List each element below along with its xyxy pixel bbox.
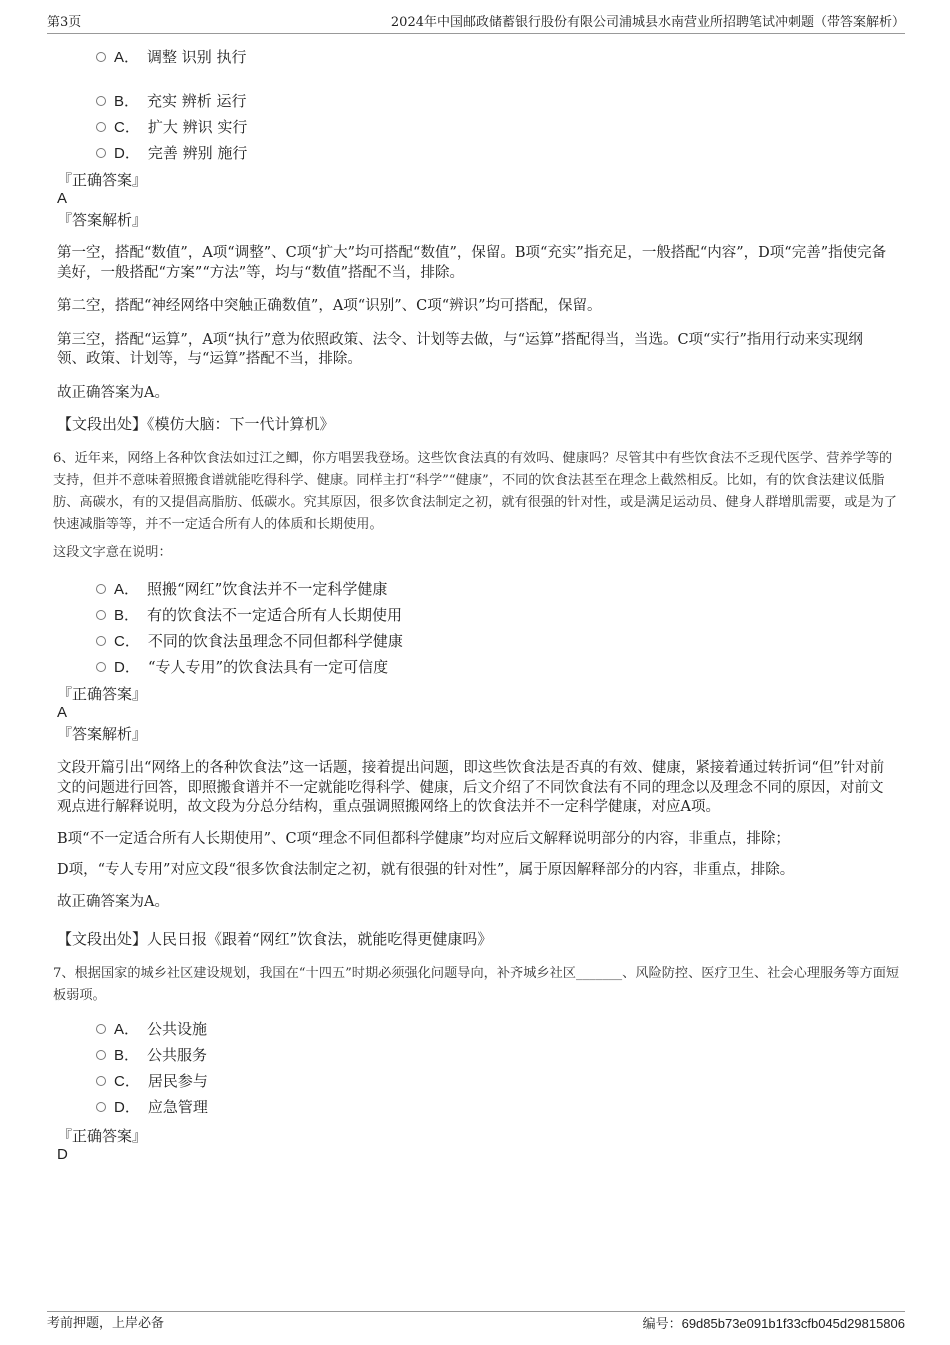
radio-icon[interactable] bbox=[96, 636, 106, 646]
analysis-paragraph: B项“不一定适合所有人长期使用”、C项“理念不同但都科学健康”均对应后文解释说明部分的内容，非重点，排除； bbox=[57, 830, 790, 847]
q6-answer-section bbox=[57, 684, 887, 744]
radio-icon[interactable] bbox=[96, 52, 106, 62]
q5-options-rest bbox=[96, 88, 247, 166]
document-code bbox=[643, 1315, 905, 1334]
q5-analysis bbox=[57, 244, 887, 403]
answer-label: 『正确答案』 bbox=[57, 685, 148, 703]
q7-options bbox=[96, 1016, 208, 1120]
answer-label: 『正确答案』 bbox=[57, 171, 148, 189]
radio-icon[interactable] bbox=[96, 148, 106, 158]
radio-icon[interactable] bbox=[96, 122, 106, 132]
radio-icon[interactable] bbox=[96, 662, 106, 672]
q6-option-a[interactable]: A． 照搬“网红”饮食法并不一定科学健康 bbox=[96, 576, 403, 602]
q7-option-b[interactable]: B． 公共服务 bbox=[96, 1042, 208, 1068]
q7-option-c[interactable]: C． 居民参与 bbox=[96, 1068, 208, 1094]
q6-source: 【文段出处】人民日报《跟着“网红”饮食法，就能吃得更健康吗》 bbox=[57, 930, 493, 948]
analysis-paragraph: 第三空，搭配“运算”，A项“执行”意为依照政策、法令、计划等去做，与“运算”搭配得当，当选。C项“实行”指用行动来实现纲领、政策、计划等，与“运算”搭配不当，排除。 bbox=[57, 331, 863, 367]
q7-option-a[interactable]: A． 公共设施 bbox=[96, 1016, 208, 1042]
question-text: 7、根据国家的城乡社区建设规划，我国在“十四五”时期必须强化问题导向，补齐城乡社区_______、风险防控、医疗卫生、社会心理服务等方面短板弱项。 bbox=[53, 966, 900, 1003]
code-label: 编号： bbox=[642, 1317, 682, 1332]
page-number: 第3页 bbox=[47, 15, 82, 30]
q5-source: 【文段出处】《模仿大脑：下一代计算机》 bbox=[57, 415, 335, 433]
page-footer bbox=[47, 1311, 905, 1336]
analysis-label: 『答案解析』 bbox=[57, 211, 148, 229]
radio-icon[interactable] bbox=[96, 96, 106, 106]
code-value: 69d85b73e091b1f33cfb045d29815806 bbox=[681, 1316, 905, 1331]
q6-options bbox=[96, 576, 403, 680]
analysis-paragraph: 故正确答案为A。 bbox=[57, 893, 169, 910]
document-title: 2024年中国邮政储蓄银行股份有限公司浦城县水南营业所招聘笔试冲刺题（带答案解析） bbox=[390, 15, 905, 30]
q5-option-c[interactable]: C． 扩大 辨识 实行 bbox=[96, 114, 247, 140]
radio-icon[interactable] bbox=[96, 610, 106, 620]
q5-option-a[interactable]: A． 调整 识别 执行 bbox=[96, 44, 247, 70]
page-header bbox=[47, 15, 905, 34]
radio-icon[interactable] bbox=[96, 1024, 106, 1034]
q6-option-c[interactable]: C． 不同的饮食法虽理念不同但都科学健康 bbox=[96, 628, 403, 654]
q7-answer-section bbox=[57, 1126, 887, 1164]
analysis-label: 『答案解析』 bbox=[57, 725, 148, 743]
question-text: 6、近年来，网络上各种饮食法如过江之鲫，你方唱罢我登场。这些饮食法真的有效吗、健康吗？尽管其中有些饮食法不乏现代医学、营养学等的支持，但并不意味着照搬食谱就能吃得科学、健康。同样主打“科学”“健康”，不同的饮食法甚至在理念上截然相反。比如，有的饮食法建议低脂肪、高碳水，有的又提倡高脂肪、低碳水。究其原因，很多饮食法制定之初，就有很强的针对性，或是满足运动员、健身人群增肌需要，或是为了快速减脂等等，并不一定适合所有人的体质和长期使用。 bbox=[53, 451, 897, 532]
q6-stem bbox=[53, 448, 901, 536]
q5-options bbox=[96, 44, 247, 70]
answer-label: 『正确答案』 bbox=[57, 1127, 148, 1145]
analysis-paragraph: D项，“专人专用”对应文段“很多饮食法制定之初，就有很强的针对性”，属于原因解释部分的内容，非重点，排除。 bbox=[57, 862, 795, 878]
q5-option-d[interactable]: D． 完善 辨别 施行 bbox=[96, 140, 247, 166]
radio-icon[interactable] bbox=[96, 1102, 106, 1112]
q5-option-b[interactable]: B． 充实 辨析 运行 bbox=[96, 88, 247, 114]
q5-answer-section bbox=[57, 170, 887, 230]
analysis-paragraph: 第二空，搭配“神经网络中突触正确数值”，A项“识别”、C项“辨识”均可搭配，保留。 bbox=[57, 298, 602, 314]
footer-slogan: 考前押题，上岸必备 bbox=[47, 1316, 165, 1331]
answer-value: A bbox=[57, 190, 68, 207]
radio-icon[interactable] bbox=[96, 584, 106, 594]
analysis-paragraph: 故正确答案为A。 bbox=[57, 384, 169, 401]
q6-option-b[interactable]: B． 有的饮食法不一定适合所有人长期使用 bbox=[96, 602, 403, 628]
answer-value: A bbox=[57, 704, 68, 721]
q6-prompt bbox=[53, 542, 901, 564]
answer-value: D bbox=[57, 1146, 68, 1163]
q7-stem bbox=[53, 963, 901, 1007]
question-prompt: 这段文字意在说明： bbox=[53, 545, 172, 560]
q6-analysis bbox=[57, 759, 887, 912]
analysis-paragraph: 文段开篇引出“网络上的各种饮食法”这一话题，接着提出问题，即这些饮食法是否真的有效、健康，紧接着通过转折词“但”针对前文的问题进行回答，即照搬食谱并不一定就能吃得科学、健康，后文介绍了不同饮食法有不同的理念以及理念不同的原因，对前文观点进行解释说明，故文段为分总分结构，重点强调照搬网络上的饮食法并不一定科学健康，对应A项。 bbox=[57, 760, 885, 815]
radio-icon[interactable] bbox=[96, 1076, 106, 1086]
analysis-paragraph: 第一空，搭配“数值”，A项“调整”、C项“扩大”均可搭配“数值”，保留。B项“充实”指充足，一般搭配“内容”，D项“完善”指使完备美好，一般搭配“方案”“方法”等，均与“数值”搭配不当，排除。 bbox=[57, 245, 887, 281]
q7-option-d[interactable]: D． 应急管理 bbox=[96, 1094, 208, 1120]
q6-option-d[interactable]: D． “专人专用”的饮食法具有一定可信度 bbox=[96, 654, 403, 680]
radio-icon[interactable] bbox=[96, 1050, 106, 1060]
